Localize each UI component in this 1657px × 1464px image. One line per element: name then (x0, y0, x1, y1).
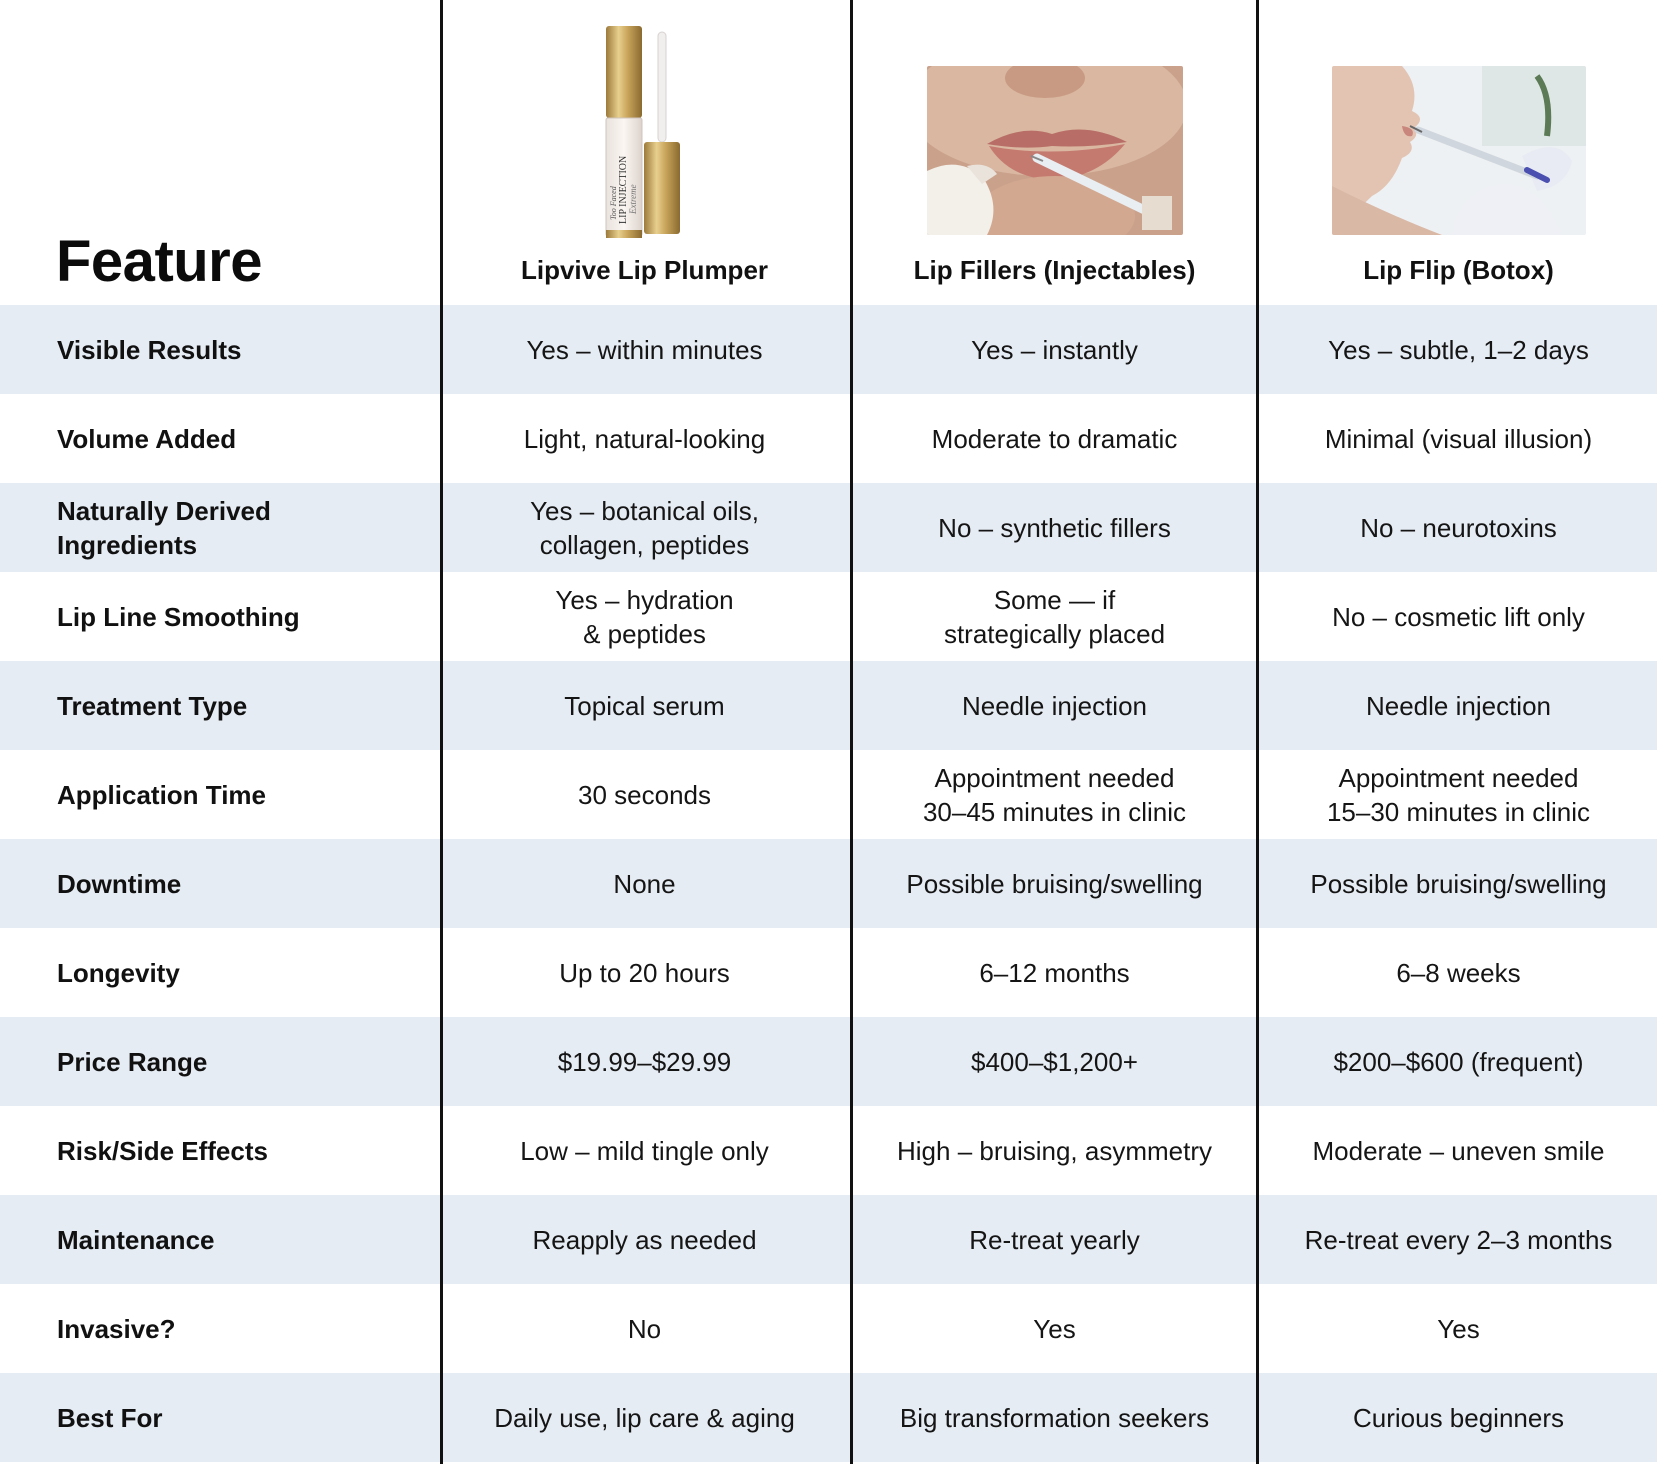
table-row (0, 1106, 1657, 1195)
feature-label (57, 572, 437, 661)
feature-label (57, 1017, 437, 1106)
value-cell (853, 1017, 1256, 1106)
feature-label (57, 928, 437, 1017)
value-text: 6–8 weeks (1396, 957, 1521, 988)
feature-label-text: Invasive? (57, 1313, 176, 1344)
value-cell (1260, 1106, 1657, 1195)
tube-extreme-text: Extreme (627, 184, 638, 214)
value-text: Yes (1437, 1313, 1480, 1344)
feature-label-text: Downtime (57, 868, 182, 899)
value-cell (1260, 928, 1657, 1017)
value-cell (443, 572, 846, 661)
column-header-lip-fillers (853, 0, 1256, 305)
value-text: No – neurotoxins (1360, 512, 1557, 543)
feature-label (57, 1373, 437, 1462)
value-cell (853, 839, 1256, 928)
value-text: Needle injection (961, 690, 1147, 721)
column-divider (440, 0, 443, 1464)
value-text: Appointment needed 15–30 minutes in clinic (1326, 762, 1591, 827)
value-cell (1260, 750, 1657, 839)
column-divider (1256, 0, 1259, 1464)
feature-label-text: Price Range (57, 1046, 208, 1077)
feature-label (57, 750, 437, 839)
value-cell (443, 483, 846, 572)
column-label-lip-fillers: Lip Fillers (Injectables) (913, 255, 1196, 285)
lip-plumper-tube-image (600, 24, 690, 249)
column-label-lip-plumper: Lipvive Lip Plumper (520, 255, 769, 285)
table-row (0, 394, 1657, 483)
value-text: No – synthetic fillers (938, 512, 1171, 543)
feature-label-text: Longevity (57, 957, 180, 988)
feature-label (57, 305, 437, 394)
table-row (0, 305, 1657, 394)
value-cell (1260, 661, 1657, 750)
value-cell (1260, 1195, 1657, 1284)
value-text: Curious beginners (1352, 1402, 1564, 1433)
value-cell (853, 572, 1256, 661)
value-text: Appointment needed 30–45 minutes in clinic (922, 762, 1187, 827)
value-cell (443, 394, 846, 483)
value-text: High – bruising, asymmetry (897, 1135, 1212, 1166)
value-cell (853, 1373, 1256, 1462)
column-divider (850, 0, 853, 1464)
table-row (0, 750, 1657, 839)
value-cell (1260, 483, 1657, 572)
value-text: 6–12 months (979, 957, 1130, 988)
value-cell (1260, 1284, 1657, 1373)
feature-label (57, 1106, 437, 1195)
feature-label-text: Treatment Type (57, 690, 248, 721)
value-text: Yes – hydration & peptides (555, 584, 734, 649)
value-cell (1260, 1017, 1657, 1106)
feature-label-text: Visible Results (57, 334, 242, 365)
value-text: No (627, 1313, 662, 1344)
value-text: 30 seconds (578, 779, 711, 810)
feature-label (57, 661, 437, 750)
feature-column-title: Feature (56, 229, 263, 294)
value-cell (443, 928, 846, 1017)
feature-label-text: Naturally Derived Ingredients (57, 495, 271, 560)
feature-label (57, 394, 437, 483)
value-cell (1260, 839, 1657, 928)
value-text: Re-treat yearly (969, 1224, 1140, 1255)
value-text: Moderate – uneven smile (1312, 1135, 1605, 1166)
value-text: Re-treat every 2–3 months (1304, 1224, 1613, 1255)
column-header-lip-plumper (443, 0, 846, 305)
lip-filler-injection-photo (927, 66, 1183, 235)
table-row (0, 483, 1657, 572)
value-cell (853, 1284, 1256, 1373)
feature-label (57, 839, 437, 928)
table-body (0, 305, 1657, 1462)
value-cell (443, 1373, 846, 1462)
value-cell (853, 305, 1256, 394)
column-header-lip-flip (1260, 0, 1657, 305)
value-text: Yes (1033, 1313, 1076, 1344)
value-cell (1260, 1373, 1657, 1462)
value-text: Possible bruising/swelling (1310, 868, 1607, 899)
table-row (0, 928, 1657, 1017)
table-row (0, 572, 1657, 661)
table-row (0, 1284, 1657, 1373)
feature-label-text: Application Time (57, 779, 266, 810)
feature-label-text: Maintenance (57, 1224, 215, 1255)
value-cell (443, 1195, 846, 1284)
feature-label-text: Lip Line Smoothing (57, 601, 300, 632)
lip-flip-botox-photo (1332, 66, 1586, 235)
feature-label (57, 1195, 437, 1284)
table-row (0, 661, 1657, 750)
value-text: Moderate to dramatic (931, 423, 1178, 454)
value-cell (1260, 305, 1657, 394)
table-row (0, 1373, 1657, 1462)
tube-brand-text: LIP INJECTION (617, 155, 629, 224)
table-row (0, 839, 1657, 928)
value-text: Yes – instantly (971, 334, 1138, 365)
value-cell (1260, 572, 1657, 661)
value-text: Yes – subtle, 1–2 days (1328, 334, 1589, 365)
value-cell (853, 661, 1256, 750)
value-cell (853, 750, 1256, 839)
feature-label-text: Best For (57, 1402, 163, 1433)
value-cell (853, 394, 1256, 483)
value-text: Up to 20 hours (559, 957, 730, 988)
value-cell (443, 305, 846, 394)
value-cell (853, 483, 1256, 572)
value-text: Daily use, lip care & aging (494, 1402, 795, 1433)
table-row (0, 1195, 1657, 1284)
column-label-lip-flip: Lip Flip (Botox) (1363, 255, 1554, 285)
value-cell (443, 661, 846, 750)
value-cell (443, 1017, 846, 1106)
value-text: Some — if strategically placed (943, 584, 1166, 649)
value-text: Topical serum (564, 690, 725, 721)
table-header (0, 0, 1657, 305)
value-text: Minimal (visual illusion) (1324, 423, 1593, 454)
value-text: Yes – botanical oils, collagen, peptides (530, 495, 759, 560)
value-text: Needle injection (1365, 690, 1551, 721)
value-cell (443, 1106, 846, 1195)
table-row (0, 1017, 1657, 1106)
value-text: No – cosmetic lift only (1332, 601, 1585, 632)
value-text: $19.99–$29.99 (557, 1046, 732, 1077)
value-text: $200–$600 (frequent) (1333, 1046, 1584, 1077)
value-text: Yes – within minutes (526, 334, 763, 365)
feature-label-text: Volume Added (57, 423, 237, 454)
value-text: Big transformation seekers (899, 1402, 1210, 1433)
value-cell (443, 1284, 846, 1373)
tube-maker-text: Too Faced (608, 186, 618, 220)
feature-label (57, 483, 437, 572)
value-text: $400–$1,200+ (970, 1046, 1138, 1077)
value-cell (853, 928, 1256, 1017)
value-cell (1260, 394, 1657, 483)
feature-label-text: Risk/Side Effects (57, 1135, 268, 1166)
value-cell (443, 839, 846, 928)
value-cell (853, 1195, 1256, 1284)
value-text: Light, natural-looking (523, 423, 766, 454)
value-text: Possible bruising/swelling (906, 868, 1203, 899)
value-text: None (613, 868, 676, 899)
value-text: Reapply as needed (532, 1224, 757, 1255)
value-cell (853, 1106, 1256, 1195)
feature-label (57, 1284, 437, 1373)
value-cell (443, 750, 846, 839)
value-text: Low – mild tingle only (520, 1135, 769, 1166)
